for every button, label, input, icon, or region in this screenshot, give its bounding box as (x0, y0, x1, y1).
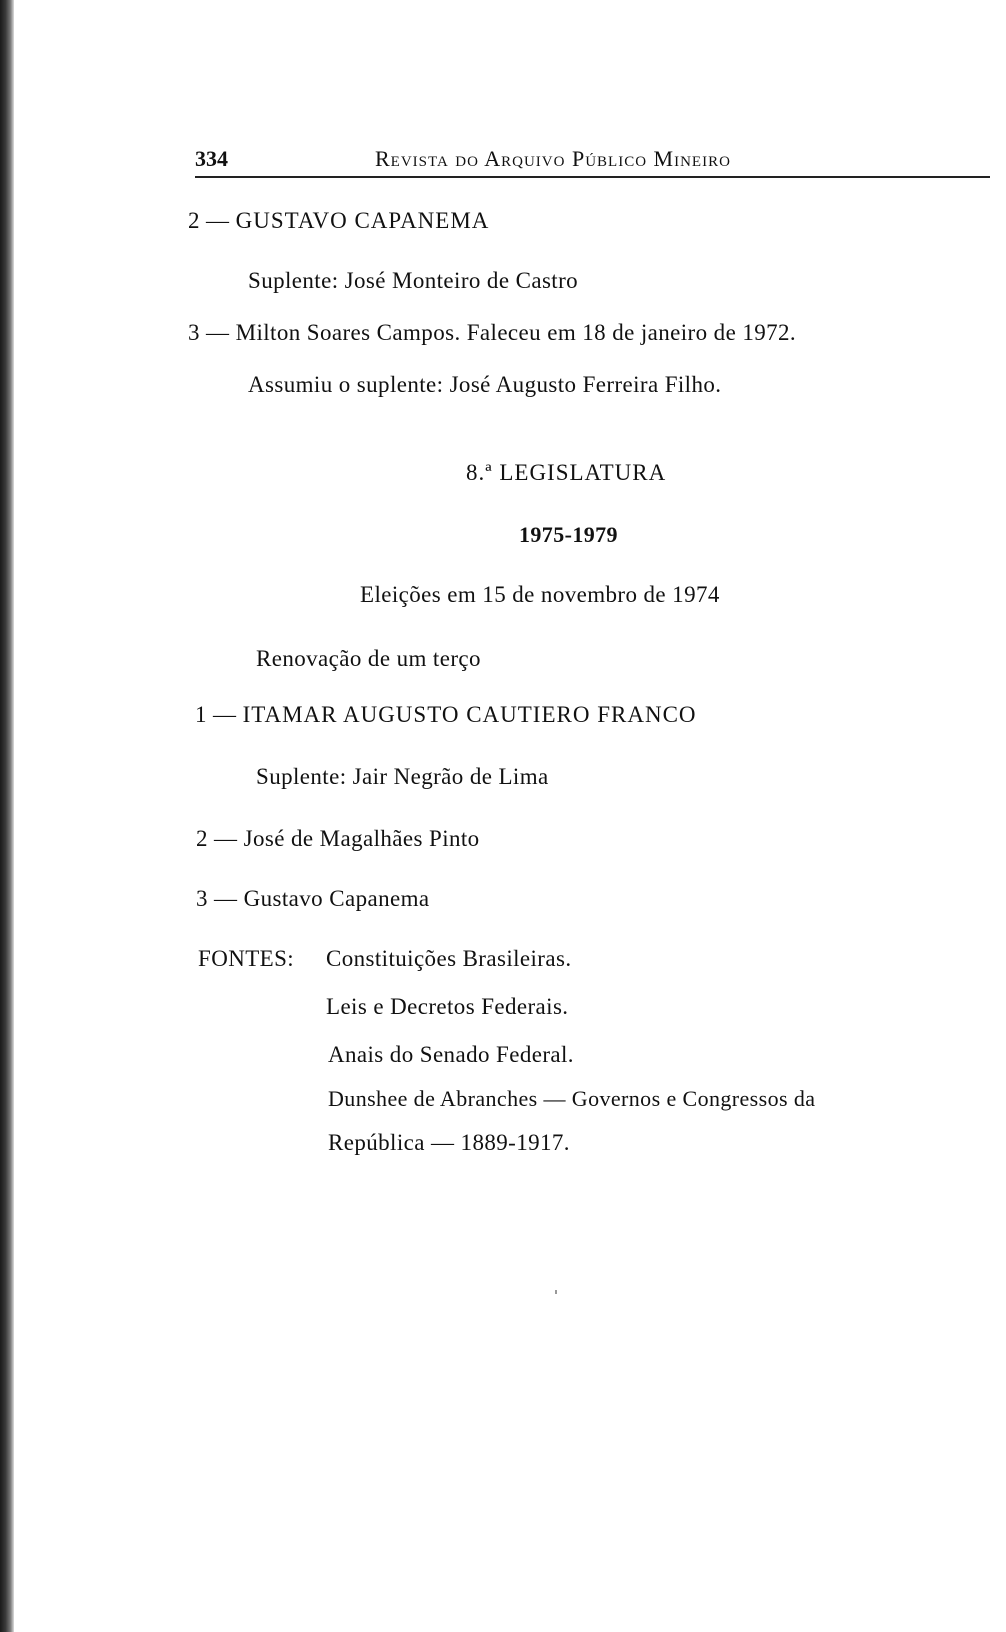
legislature-title: 8.ª LEGISLATURA (466, 460, 667, 485)
entry-number: 1 — (195, 702, 237, 727)
senator-name: Milton Soares Campos. Faleceu em 18 de janeiro de 1972. (235, 320, 797, 345)
substitute-line: Suplente: Jair Negrão de Lima (256, 764, 549, 789)
entry-number: 2 — (188, 208, 230, 233)
entry-1-line (195, 702, 697, 728)
senator-name: José de Magalhães Pinto (243, 826, 480, 851)
source-item: Leis e Decretos Federais. (326, 994, 569, 1019)
page-number: 334 (195, 146, 228, 171)
elections-line: Eleições em 15 de novembro de 1974 (360, 582, 720, 607)
substitute-line: Assumiu o suplente: José Augusto Ferreira Filho. (248, 372, 722, 397)
entry-2-line (196, 826, 480, 852)
entry-3-line (188, 320, 796, 346)
entry-number: 3 — (188, 320, 230, 345)
entry-2-line (188, 208, 489, 234)
substitute-line: Suplente: José Monteiro de Castro (248, 268, 579, 293)
running-title: Revista do Arquivo Público Mineiro (375, 146, 731, 171)
entry-3-line (196, 886, 429, 912)
renewal-line: Renovação de um terço (256, 646, 481, 671)
source-item: Dunshee de Abranches — Governos e Congressos da (328, 1086, 816, 1111)
source-item: Constituições Brasileiras. (326, 946, 572, 971)
senator-name: Gustavo Capanema (243, 886, 430, 911)
sources-label: FONTES: (198, 946, 295, 971)
source-item: Anais do Senado Federal. (328, 1042, 574, 1067)
scan-left-edge (0, 0, 14, 1632)
senator-name: ITAMAR AUGUSTO CAUTIERO FRANCO (242, 702, 697, 727)
entry-number: 2 — (196, 826, 238, 851)
senator-name: GUSTAVO CAPANEMA (235, 208, 490, 233)
source-item: República — 1889-1917. (328, 1130, 570, 1155)
scan-speck (555, 1290, 557, 1294)
entry-number: 3 — (196, 886, 238, 911)
page-header (195, 140, 990, 178)
legislature-years: 1975-1979 (519, 522, 618, 547)
